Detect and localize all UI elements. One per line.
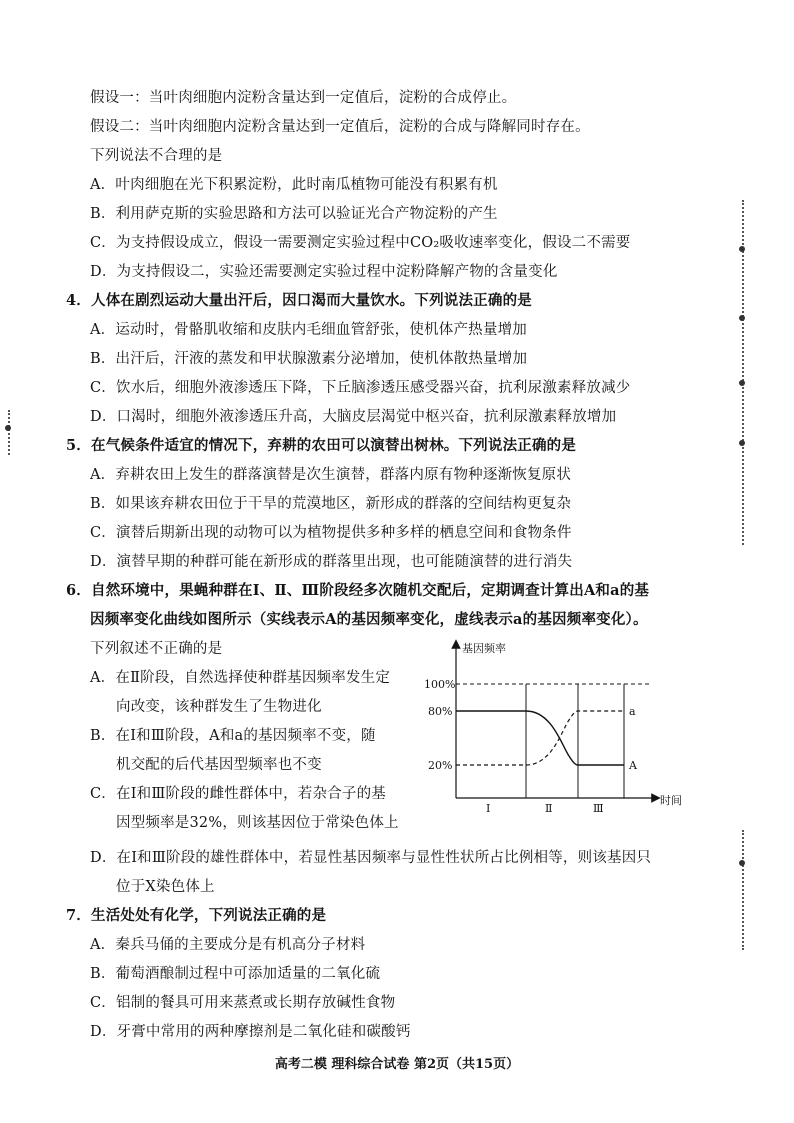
text-line: B．出汗后，汗液的蒸发和甲状腺激素分泌增加，使机体散热量增加 <box>90 351 528 367</box>
text-line: B．葡萄酒酿制过程中可添加适量的二氧化硫 <box>90 966 381 982</box>
text-line: D．口渴时，细胞外液渗透压升高，大脑皮层渴觉中枢兴奋，抗利尿激素释放增加 <box>90 409 617 425</box>
binding-hole <box>739 246 745 252</box>
binding-dotted-line <box>8 410 10 455</box>
page-footer: 高考二模 理科综合试卷 第2页（共15页） <box>274 1057 520 1072</box>
series-A-curve <box>456 711 624 765</box>
y-tick-80: 80% <box>428 705 453 718</box>
text-line: B．在Ⅰ和Ⅲ阶段，A和a的基因频率不变，随 <box>90 728 376 744</box>
text-line: B．利用萨克斯的实验思路和方法可以验证光合产物淀粉的产生 <box>90 206 498 222</box>
gene-frequency-graph <box>412 636 707 816</box>
text-line: 5．在气候条件适宜的情况下，弃耕的农田可以演替出树林。下列说法正确的是 <box>66 437 577 454</box>
text-line: 假设一：当叶肉细胞内淀粉含量达到一定值后，淀粉的合成停止。 <box>90 90 517 106</box>
y-axis-label: 基因频率 <box>462 642 506 655</box>
text-line: 向改变，该种群发生了生物进化 <box>116 699 322 715</box>
text-line: B．如果该弃耕农田位于干旱的荒漠地区，新形成的群落的空间结构更复杂 <box>90 496 572 512</box>
y-tick-20: 20% <box>428 759 453 772</box>
text-line: A．在Ⅱ阶段，自然选择使种群基因频率发生定 <box>90 670 391 686</box>
text-line: 7．生活处处有化学，下列说法正确的是 <box>66 907 327 924</box>
binding-hole <box>5 425 11 431</box>
text-line: C．为支持假设成立，假设一需要测定实验过程中CO₂吸收速率变化，假设二不需要 <box>90 235 631 251</box>
text-line: 6．自然环境中，果蝇种群在Ⅰ、Ⅱ、Ⅲ阶段经多次随机交配后，定期调查计算出A和a的基 <box>66 582 650 599</box>
stage-label-1: Ⅰ <box>486 802 491 815</box>
text-line: A．秦兵马俑的主要成分是有机高分子材料 <box>90 937 366 953</box>
text-line: 位于X染色体上 <box>116 879 215 895</box>
text-line: 假设二：当叶肉细胞内淀粉含量达到一定值后，淀粉的合成与降解同时存在。 <box>90 119 590 135</box>
stage-label-3: Ⅲ <box>593 802 604 815</box>
binding-hole <box>739 860 745 866</box>
text-line: D．为支持假设二，实验还需要测定实验过程中淀粉降解产物的含量变化 <box>90 264 558 280</box>
text-line: A．弃耕农田上发生的群落演替是次生演替，群落内原有物种逐渐恢复原状 <box>90 467 572 483</box>
binding-hole <box>739 440 745 446</box>
series-A-label: A <box>629 759 637 772</box>
text-line: D．演替早期的种群可能在新形成的群落里出现，也可能随演替的进行消失 <box>90 554 573 570</box>
y-tick-100: 100% <box>424 678 456 691</box>
text-line: 因频率变化曲线如图所示（实线表示A的基因频率变化，虚线表示a的基因频率变化）。 <box>90 611 648 628</box>
text-line: 下列说法不合理的是 <box>90 148 223 164</box>
text-line: C．铝制的餐具可用来蒸煮或长期存放碱性食物 <box>90 995 396 1011</box>
binding-dotted-line <box>742 830 744 950</box>
x-axis-label: 时间 <box>660 794 682 807</box>
text-line: C．饮水后，细胞外液渗透压下降，下丘脑渗透压感受器兴奋，抗利尿激素释放减少 <box>90 380 631 396</box>
text-line: 4．人体在剧烈运动大量出汗后，因口渴而大量饮水。下列说法正确的是 <box>66 292 532 309</box>
text-line: 机交配的后代基因型频率也不变 <box>116 757 322 773</box>
series-a-curve <box>456 711 624 765</box>
text-line: D．牙膏中常用的两种摩擦剂是二氧化硅和碳酸钙 <box>90 1024 411 1040</box>
text-line: 下列叙述不正确的是 <box>90 641 223 657</box>
series-a-label: a <box>629 705 636 718</box>
text-line: C．演替后期新出现的动物可以为植物提供多种多样的栖息空间和食物条件 <box>90 525 572 541</box>
text-line: A．叶肉细胞在光下积累淀粉，此时南瓜植物可能没有积累有机 <box>90 177 498 193</box>
text-line: A．运动时，骨骼肌收缩和皮肤内毛细血管舒张，使机体产热量增加 <box>90 322 527 338</box>
text-line: 因型频率是32%，则该基因位于常染色体上 <box>116 815 399 831</box>
stage-label-2: Ⅱ <box>545 802 553 815</box>
text-line: D．在Ⅰ和Ⅲ阶段的雄性群体中，若显性基因频率与显性性状所占比例相等，则该基因只 <box>90 850 652 866</box>
text-line: C．在Ⅰ和Ⅲ阶段的雌性群体中，若杂合子的基 <box>90 786 387 802</box>
binding-hole <box>739 315 745 321</box>
binding-hole <box>739 380 745 386</box>
